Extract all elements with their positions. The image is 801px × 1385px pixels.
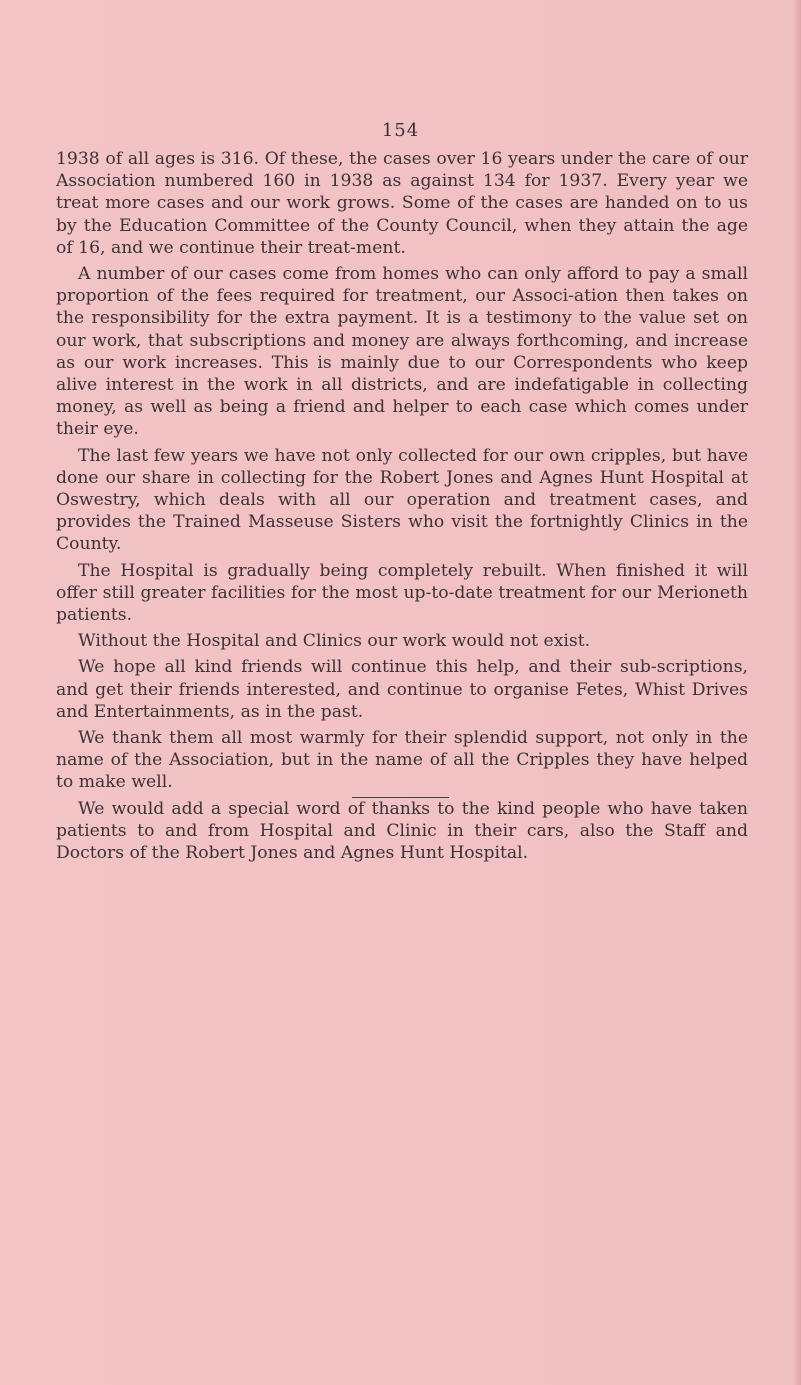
- paragraph-hospital-collection: The last few years we have not only collected for our own cripples, but have done our share in collecting for the Robert Jones and Agnes Hunt Hospital at Oswestry, which deals with all our operation and treatment cases, and provides the Trained Masseuse Sisters who visit the fortnightly Clinics in the County.: [56, 445, 748, 555]
- paragraph-continue-help: We hope all kind friends will continue this help, and their sub-scriptions, and get their friends interested, and continue to organise Fetes, Whist Drives and Entertainments, as in the past.: [56, 657, 748, 722]
- paragraph-continuation: 1938 of all ages is 316. Of these, the cases over 16 years under the care of our Association numbered 160 in 1938 as against 134 for 1937. Every year we treat more cases and our work grows. Some of the cases are handed on to us by the Education Committee of the County Council, when they attain the age of 16, and we continue their treat-ment.: [56, 149, 748, 258]
- paragraph-thanks: We thank them all most warmly for their splendid support, not only in the name of the Association, but in the name of all the Cripples they have helped to make well.: [56, 728, 748, 793]
- page-edge-shadow: [793, 0, 801, 1385]
- section-divider: [352, 797, 449, 798]
- page-number: 154: [381, 120, 420, 141]
- paragraph-fees: A number of our cases come from homes who can only afford to pay a small proportion of the fees required for treatment, our Associ-ation then takes on the responsibility for the extra payment. It is a testimony to the value set on our work, that subscriptions and money are always forthcoming, and increase as our work increases. This is mainly due to our Correspondents who keep alive interest in the work in all districts, and are indefatigable in collecting money, as well as being a friend and helper to each case which comes under their eye.: [56, 264, 748, 440]
- paragraph-without-hospital: Without the Hospital and Clinics our work would not exist.: [78, 631, 591, 652]
- body-text: [56, 148, 748, 868]
- paragraph-rebuild: The Hospital is gradually being completely rebuilt. When finished it will offer still greater facilities for the most up-to-date treatment for our Merioneth patients.: [56, 560, 748, 626]
- paragraph-special-thanks: We would add a special word of thanks to the kind people who have taken patients to and from Hospital and Clinic in their cars, also the Staff and Doctors of the Robert Jones and Agnes Hunt Hospital.: [56, 798, 748, 864]
